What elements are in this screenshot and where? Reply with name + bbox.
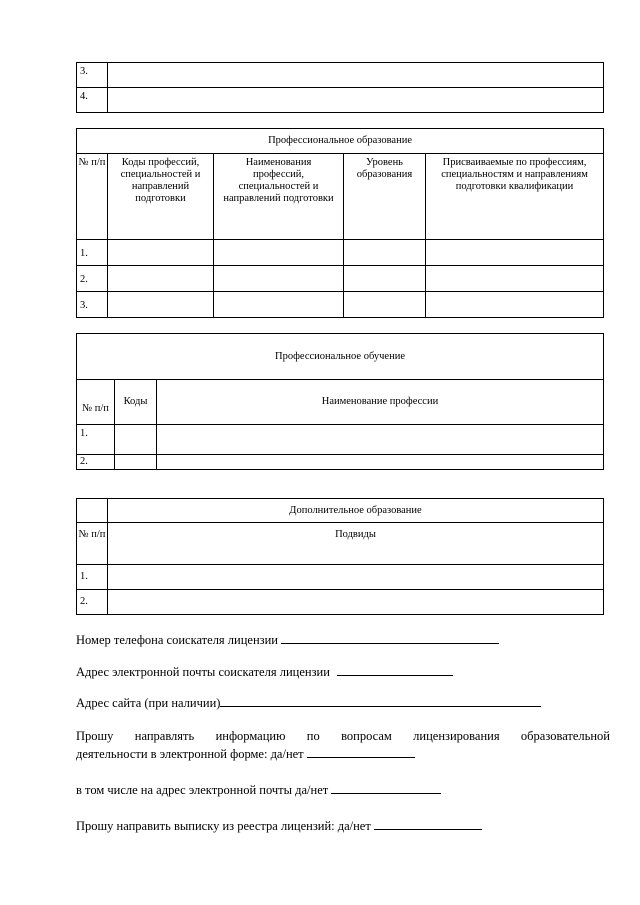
row-number: 1. <box>77 240 108 266</box>
column-header-names: Наименования профессий, специальностей и направлений подготовки <box>214 154 344 240</box>
email-too-field <box>76 781 441 798</box>
row-number: 2. <box>77 455 115 470</box>
table-cell[interactable] <box>108 63 604 88</box>
column-header-number: № п/п <box>77 523 108 565</box>
electronic-request-text-1: Прошу направлять информацию по вопросам лицензирования образовательной <box>76 729 610 743</box>
table-cell[interactable] <box>344 240 426 266</box>
table-cell[interactable] <box>108 240 214 266</box>
column-header-number: № п/п <box>77 154 108 240</box>
table-cell[interactable] <box>108 565 604 590</box>
column-header-codes: Коды <box>115 380 157 425</box>
site-blank[interactable] <box>220 694 541 707</box>
row-number: 1. <box>77 565 108 590</box>
column-header-number: № п/п <box>77 380 115 425</box>
professional-education-table <box>76 128 604 318</box>
email-field <box>76 663 453 680</box>
table-cell[interactable] <box>157 455 604 470</box>
phone-label: Номер телефона соискателя лицензии <box>76 633 278 647</box>
table-cell[interactable] <box>344 292 426 318</box>
site-field <box>76 694 541 711</box>
electronic-request-line-2 <box>76 745 415 762</box>
extract-field <box>76 817 482 834</box>
table-cell[interactable] <box>108 590 604 615</box>
email-too-label: в том числе на адрес электронной почты да/нет <box>76 783 329 797</box>
section-title: Профессиональное образование <box>77 129 604 154</box>
table-cell[interactable] <box>108 266 214 292</box>
email-label: Адрес электронной почты соискателя лицензии <box>76 665 330 679</box>
column-header-level: Уровень образования <box>344 154 426 240</box>
column-header-name: Наименование профессии <box>157 380 604 425</box>
email-too-blank[interactable] <box>331 781 441 794</box>
column-header-qualification: Присваиваемые по профессиям, специальностям и направлениям подготовки квалификации <box>426 154 604 240</box>
table-cell[interactable] <box>426 240 604 266</box>
electronic-request-blank[interactable] <box>307 745 415 758</box>
electronic-request-line-1 <box>76 728 610 744</box>
table-cell[interactable] <box>426 266 604 292</box>
top-table <box>76 62 604 113</box>
email-blank[interactable] <box>337 663 453 676</box>
phone-field <box>76 631 499 648</box>
table-cell[interactable] <box>108 88 604 113</box>
table-cell[interactable] <box>115 455 157 470</box>
row-number: 3. <box>77 292 108 318</box>
row-number: 4. <box>77 88 108 113</box>
phone-blank[interactable] <box>281 631 499 644</box>
additional-education-table <box>76 498 604 615</box>
row-number: 2. <box>77 266 108 292</box>
column-header-subtypes: Подвиды <box>108 523 604 565</box>
row-number: 1. <box>77 425 115 455</box>
column-header-codes: Коды профессий, специальностей и направлений подготовки <box>108 154 214 240</box>
table-cell <box>77 499 108 523</box>
electronic-request-text-2: деятельности в электронной форме: да/нет <box>76 747 304 761</box>
extract-label: Прошу направить выписку из реестра лицензий: да/нет <box>76 819 371 833</box>
table-cell[interactable] <box>108 292 214 318</box>
table-cell[interactable] <box>344 266 426 292</box>
row-number: 2. <box>77 590 108 615</box>
row-number: 3. <box>77 63 108 88</box>
section-title: Профессиональное обучение <box>77 334 604 380</box>
table-cell[interactable] <box>115 425 157 455</box>
table-cell[interactable] <box>214 266 344 292</box>
extract-blank[interactable] <box>374 817 482 830</box>
table-cell[interactable] <box>426 292 604 318</box>
professional-training-table <box>76 333 604 470</box>
table-cell[interactable] <box>214 292 344 318</box>
table-cell[interactable] <box>157 425 604 455</box>
site-label: Адрес сайта (при наличии) <box>76 696 221 710</box>
section-title: Дополнительное образование <box>108 499 604 523</box>
table-cell[interactable] <box>214 240 344 266</box>
